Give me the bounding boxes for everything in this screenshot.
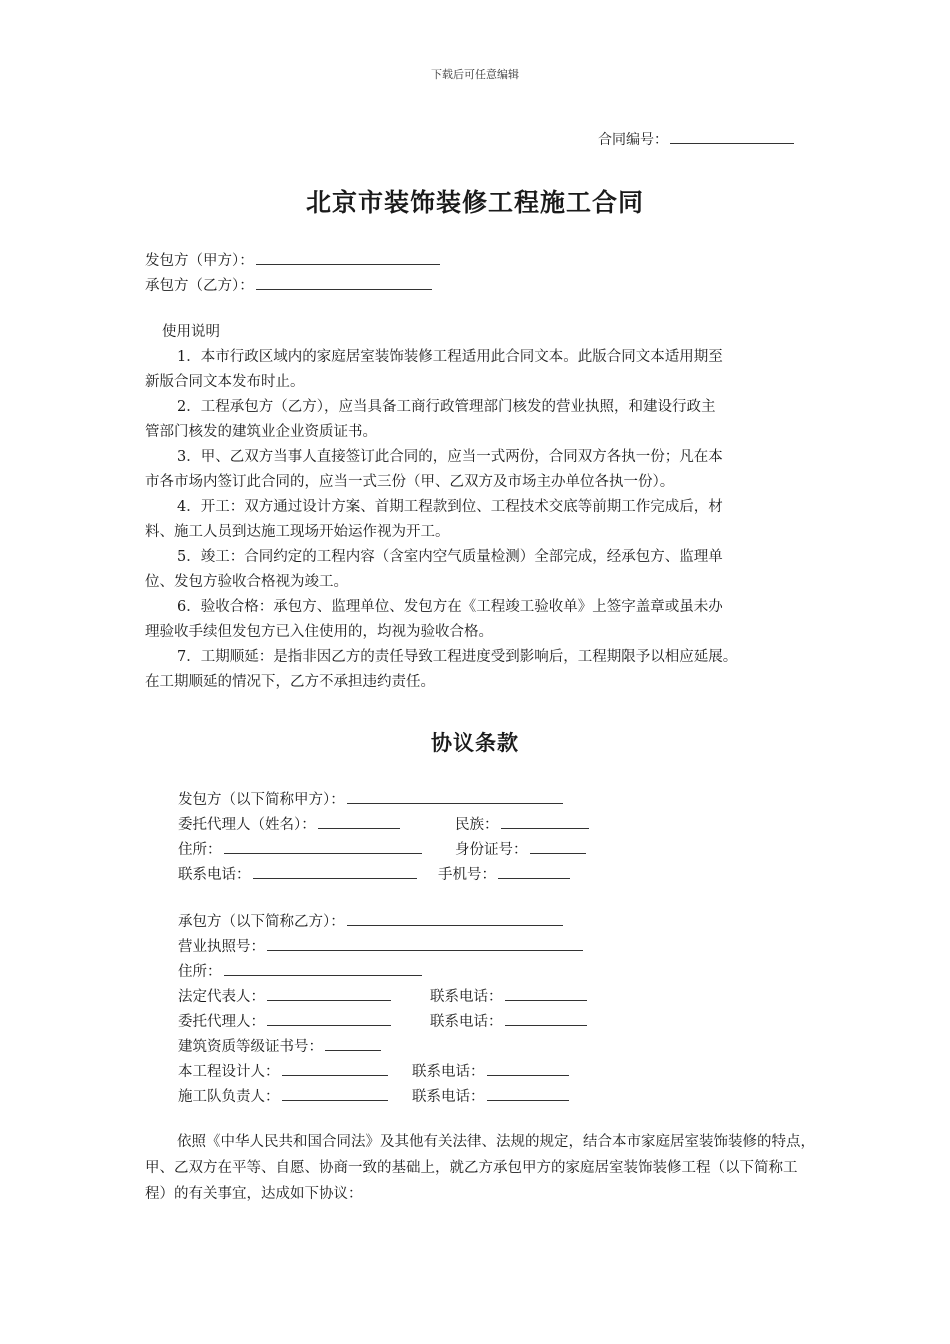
usage-item-4: 4．开工：双方通过设计方案、首期工程款到位、工程技术交底等前期工作完成后，材 料、施工人员到达施工现场开始运作视为开工。 [145,499,723,540]
party-b-license-line [178,936,583,957]
usage-item-1: 1．本市行政区域内的家庭居室装饰装修工程适用此合同文本。此版合同文本适用期至 新版合同文本发布时止。 [145,349,723,390]
party-b-team-leader-blank[interactable] [282,1086,388,1101]
party-b-license-blank[interactable] [267,936,583,951]
party-b-team-leader-phone-label: 联系电话： [412,1089,485,1105]
party-a-phone-blank[interactable] [253,864,417,879]
party-a-name-label: 发包方（以下简称甲方）： [178,792,345,808]
party-a-id-line [455,839,586,860]
usage-item-7: 7．工期顺延：是指非因乙方的责任导致工程进度受到影响后，工程期限予以相应延展。 在工期顺延的情况下，乙方不承担违约责任。 [145,649,738,690]
document-title: 北京市装饰装修工程施工合同 [305,188,644,217]
party-a-agent-label: 委托代理人（姓名）： [178,817,316,833]
party-b-agent-phone-blank[interactable] [505,1011,587,1026]
party-b-team-leader-phone-blank[interactable] [487,1086,569,1101]
party-a-mobile-label: 手机号： [438,867,496,883]
party-a-address-label: 住所： [178,842,222,858]
party-b-legal-rep-blank[interactable] [267,986,391,1001]
usage-item-2: 2．工程承包方（乙方），应当具备工商行政管理部门核发的营业执照，和建设行政主 管部门核发的建筑业企业资质证书。 [145,399,716,440]
party-b-agent-blank[interactable] [267,1011,391,1026]
party-a-name-line [178,789,563,810]
party-a-id-label: 身份证号： [455,842,528,858]
client-line [145,250,440,271]
party-a-address-blank[interactable] [224,839,422,854]
party-b-designer-label: 本工程设计人： [178,1064,280,1080]
party-b-name-blank[interactable] [347,911,563,926]
usage-item-6: 6．验收合格：承包方、监理单位、发包方在《工程竣工验收单》上签字盖章或虽未办 理验收手续但发包方已入住使用的，均视为验收合格。 [145,599,723,640]
party-b-qualification-line [178,1036,381,1057]
party-a-ethnicity-blank[interactable] [501,814,589,829]
party-b-agent-phone-label: 联系电话： [430,1014,503,1030]
party-b-team-leader-label: 施工队负责人： [178,1089,280,1105]
party-b-legal-rep-phone-line [430,986,587,1007]
contract-number-label: 合同编号： [598,132,668,148]
party-b-license-label: 营业执照号： [178,939,265,955]
party-b-address-blank[interactable] [224,961,422,976]
contractor-label: 承包方（乙方）： [145,278,254,294]
party-a-ethnicity-line [455,814,589,835]
party-a-phone-label: 联系电话： [178,867,251,883]
client-label: 发包方（甲方）： [145,253,254,269]
party-a-agent-blank[interactable] [318,814,400,829]
party-b-designer-phone-line [412,1061,569,1082]
page-header-note: 下载后可任意编辑 [431,68,519,81]
contractor-blank[interactable] [256,275,432,290]
party-a-mobile-blank[interactable] [498,864,570,879]
client-blank[interactable] [256,250,440,265]
agreement-heading: 协议条款 [431,730,519,755]
party-b-designer-line [178,1061,388,1082]
party-a-name-blank[interactable] [347,789,563,804]
party-a-phone-line [178,864,417,885]
party-b-team-leader-line [178,1086,388,1107]
party-b-name-line [178,911,563,932]
party-b-designer-phone-blank[interactable] [487,1061,569,1076]
usage-heading: 使用说明 [162,324,220,340]
party-b-address-label: 住所： [178,964,222,980]
party-b-agent-phone-line [430,1011,587,1032]
party-b-legal-rep-label: 法定代表人： [178,989,265,1005]
party-a-ethnicity-label: 民族： [455,817,499,833]
party-b-legal-rep-phone-label: 联系电话： [430,989,503,1005]
usage-item-3: 3．甲、乙双方当事人直接签订此合同的，应当一式两份，合同双方各执一份；凡在本 市各市场内签订此合同的，应当一式三份（甲、乙双方及市场主办单位各执一份）。 [145,449,723,490]
contract-number-blank[interactable] [670,129,794,144]
party-b-qualification-blank[interactable] [325,1036,381,1051]
party-a-address-line [178,839,422,860]
party-b-qualification-label: 建筑资质等级证书号： [178,1039,323,1055]
party-b-team-leader-phone-line [412,1086,569,1107]
party-b-name-label: 承包方（以下简称乙方）： [178,914,345,930]
party-b-agent-label: 委托代理人： [178,1014,265,1030]
party-b-address-line [178,961,422,982]
usage-item-5: 5．竣工：合同约定的工程内容（含室内空气质量检测）全部完成，经承包方、监理单 位、发包方验收合格视为竣工。 [145,549,723,590]
contract-number [598,129,794,149]
party-b-agent-line [178,1011,391,1032]
agreement-preamble: 依照《中华人民共和国合同法》及其他有关法律、法规的规定，结合本市家庭居室装饰装修的特点，甲、乙双方在平等、自愿、协商一致的基础上，就乙方承包甲方的家庭居室装饰装修工程（以下简称工程）的有关事宜，达成如下协议： [145,1134,815,1202]
party-b-designer-phone-label: 联系电话： [412,1064,485,1080]
party-a-agent-line [178,814,400,835]
party-b-legal-rep-line [178,986,391,1007]
party-b-designer-blank[interactable] [282,1061,388,1076]
party-a-mobile-line [438,864,570,885]
party-b-legal-rep-phone-blank[interactable] [505,986,587,1001]
contractor-line [145,275,432,296]
party-a-id-blank[interactable] [530,839,586,854]
